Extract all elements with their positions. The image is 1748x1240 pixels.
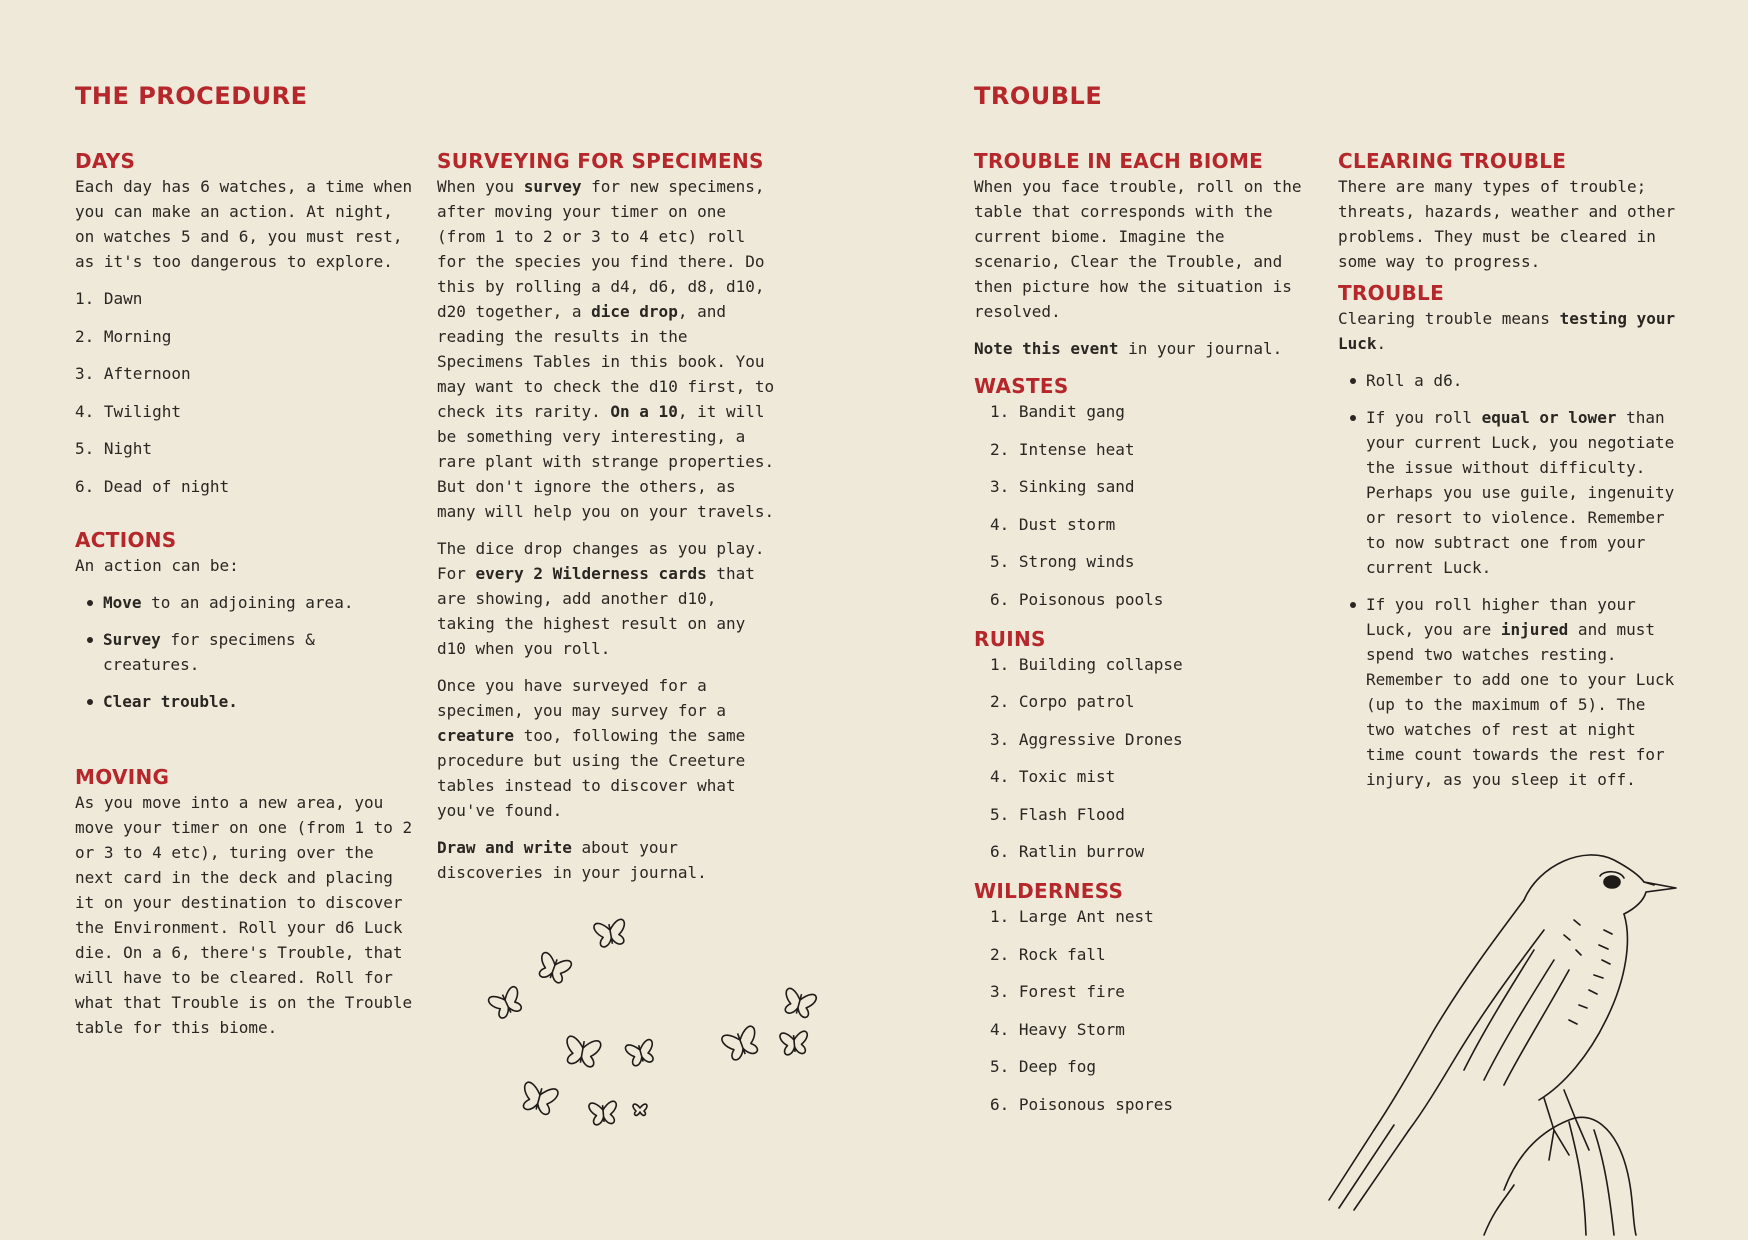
moving-heading: MOVING <box>75 764 170 789</box>
list-item: Roll a d6. <box>1350 368 1683 393</box>
actions-list <box>75 590 415 714</box>
list-item: 3. Forest fire <box>990 982 1125 1001</box>
butterfly-icon <box>721 1025 762 1062</box>
butterfly-icon <box>781 988 817 1019</box>
clearing-text: There are many types of trouble; threats, hazards, weather and other problems. They must be cleared in some way to progress. <box>1338 177 1676 271</box>
butterfly-icon <box>589 1101 618 1125</box>
list-item: 3. Afternoon <box>75 364 191 383</box>
watches-list <box>75 286 415 499</box>
surveying-p3: Once you have surveyed for a specimen, you may survey for a creature too, following the same procedure but using the Creeture tables instead to discover what you've found. <box>437 676 746 820</box>
list-item: Clear trouble. <box>87 689 415 714</box>
surveying-heading: SURVEYING FOR SPECIMENS <box>437 149 764 173</box>
bullet-icon <box>87 600 93 606</box>
list-item: 6. Dead of night <box>75 476 230 496</box>
butterfly-icon <box>487 986 525 1021</box>
butterfly-icon <box>563 1036 601 1068</box>
list-item: If you roll higher than your Luck, you are injured and must spend two watches resting. Remember to add one to your Luck (up to the maximum of 5). The two watches of rest at night time count towards the rest for injury, as you sleep it off. <box>1350 592 1683 792</box>
bullet-icon <box>1350 415 1356 421</box>
biome-text: When you face trouble, roll on the table that corresponds with the current biome. Imagine the scenario, Clear the Trouble, and then picture how the situation is resolved. <box>974 177 1302 321</box>
moving-text: As you move into a new area, you move your timer on one (from 1 to 2 or 3 to 4 etc), turing over the next card in the deck and placing it on your destination to discover the Environment. Roll your d6 Luck die. On a 6, there's Trouble, that will have to be cleared. Roll for what that Trouble is on the Trouble table for this biome. <box>75 792 413 1037</box>
bullet-icon <box>87 699 93 705</box>
list-item: 3. Sinking sand <box>990 477 1135 496</box>
wastes-heading: WASTES <box>974 374 1069 398</box>
bird-illustration <box>1314 830 1694 1240</box>
list-item: 4. Dust storm <box>990 514 1116 534</box>
list-item: 4. Heavy Storm <box>990 1019 1125 1039</box>
wilderness-heading: WILDERNESS <box>974 879 1124 903</box>
list-item: 2. Corpo patrol <box>990 692 1135 711</box>
bullet-icon <box>1350 602 1356 608</box>
surveying-p2: The dice drop changes as you play. For every 2 Wilderness cards that are showing, add another d10, taking the highest result on any d10 when you roll. <box>437 539 765 658</box>
trouble-heading: TROUBLE <box>1338 281 1445 305</box>
list-item: 4. Toxic mist <box>990 767 1116 786</box>
trouble-intro: Clearing trouble means testing your Luck. <box>1338 309 1676 353</box>
list-item: 1. Dawn <box>75 289 143 308</box>
butterfly-icon <box>535 952 572 985</box>
butterfly-icon <box>633 1104 647 1115</box>
ruins-heading: RUINS <box>974 626 1046 651</box>
wilderness-list <box>974 904 1319 1117</box>
list-item: 2. Morning <box>75 326 172 346</box>
list-item: Move to an adjoining area. <box>87 590 415 615</box>
list-item: 2. Rock fall <box>990 944 1106 964</box>
list-item: 6. Poisonous pools <box>990 589 1164 609</box>
trouble-column-2 <box>1338 148 1683 804</box>
biome-note: Note this event in your journal. <box>974 339 1283 358</box>
list-item: If you roll equal or lower than your current Luck, you negotiate the issue without difficulty. Perhaps you use guile, ingenuity or resort to violence. Remember to now subtract one from your current Luck. <box>1350 405 1683 580</box>
list-item: 1. Building collapse <box>990 654 1183 674</box>
list-item: 1. Bandit gang <box>990 402 1125 421</box>
butterfly-icon <box>593 919 627 948</box>
butterfly-icon <box>780 1031 809 1055</box>
wastes-list <box>974 399 1319 612</box>
list-item: 2. Intense heat <box>990 439 1135 459</box>
list-item: 6. Poisonous spores <box>990 1094 1174 1114</box>
trouble-rules-list <box>1338 368 1683 792</box>
list-item: 1. Large Ant nest <box>990 907 1154 926</box>
list-item: 5. Deep fog <box>990 1057 1096 1076</box>
list-item: 5. Night <box>75 439 153 458</box>
bird-icon <box>1329 855 1676 1235</box>
actions-heading: ACTIONS <box>75 527 177 552</box>
butterfly-icon <box>625 1039 657 1067</box>
butterflies-illustration <box>480 900 840 1140</box>
ruins-list <box>974 652 1319 865</box>
surveying-p1: When you survey for new specimens, after moving your timer on one (from 1 to 2 or 3 to 4 etc) roll for the species you find there. Do this by rolling a d4, d6, d8, d10, d20 together, a dice drop, and reading the results in the Specimens Tables in this book. You may want to check the d10 first, to check its rarity. On a 10, it will be something very interesting, a rare plant with strange properties. But don't ignore the others, as many will help you on your travels. <box>437 177 775 521</box>
clearing-heading: CLEARING TROUBLE <box>1338 149 1567 173</box>
days-text: Each day has 6 watches, a time when you can make an action. At night, on watches 5 and 6, you must rest, as it's too dangerous to explore. <box>75 177 413 271</box>
list-item: 6. Ratlin burrow <box>990 842 1145 861</box>
trouble-column-1 <box>974 148 1319 1129</box>
days-heading: DAYS <box>75 149 136 173</box>
page-title-procedure: THE PROCEDURE <box>75 82 308 110</box>
butterfly-icon <box>519 1081 559 1116</box>
actions-intro: An action can be: <box>75 555 239 575</box>
bullet-icon <box>87 637 93 643</box>
biome-heading: TROUBLE IN EACH BIOME <box>974 149 1264 173</box>
list-item: 3. Aggressive Drones <box>990 729 1183 749</box>
procedure-column-2 <box>437 148 777 897</box>
list-item: 4. Twilight <box>75 401 181 421</box>
page-title-trouble: TROUBLE <box>974 82 1103 110</box>
surveying-p4: Draw and write about your discoveries in your journal. <box>437 838 707 882</box>
bullet-icon <box>1350 378 1356 384</box>
list-item: 5. Flash Flood <box>990 804 1125 824</box>
right-page <box>874 0 1748 1240</box>
list-item: Survey for specimens & creatures. <box>87 627 415 677</box>
list-item: 5. Strong winds <box>990 552 1135 571</box>
procedure-column-1 <box>75 148 415 1052</box>
